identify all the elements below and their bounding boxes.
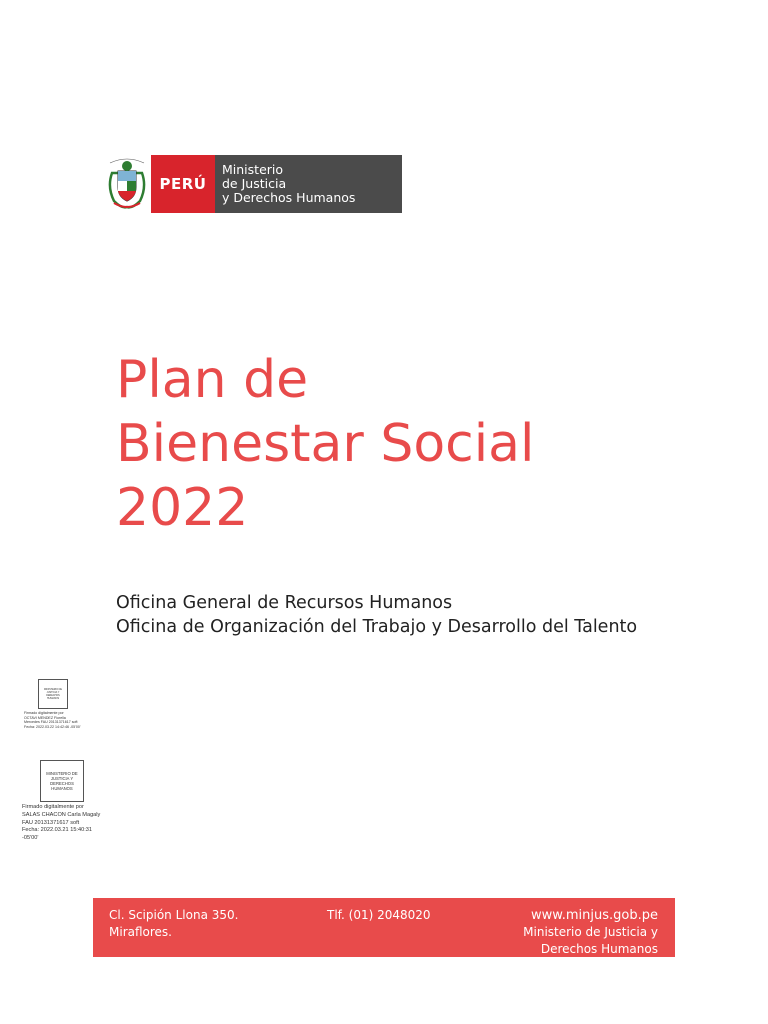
coat-of-arms-icon [104,157,150,211]
title-line: Plan de [116,350,309,410]
signature-line: -05'00' [22,835,39,842]
subtitle-line: Oficina de Organización del Trabajo y Desarrollo del Talento [116,616,638,637]
signature-text [22,804,122,843]
signature-line: SALAS CHACON Carla Magaly [22,811,101,818]
signature-line: Firmado digitalmente por [22,804,84,810]
ministry-logo [104,155,402,213]
document-subtitle [116,592,676,639]
stamp-line: DERECHOS [50,781,74,786]
footer-bar [93,898,675,957]
website-org-line: Derechos Humanos [540,942,658,956]
signature-line: FAU 20131371617 soft [22,819,80,826]
ministry-line: y Derechos Humanos [222,190,356,205]
ministry-line: de Justicia [222,176,287,191]
title-line: 2022 [116,478,249,538]
signature-stamp-icon: MINISTERIO DE JUSTICIA Y DERECHOS HUMANOS [38,679,68,709]
footer-address [109,907,238,941]
stamp-line: MINISTERIO DE [46,771,78,776]
website-link[interactable]: www.minjus.gob.pe [531,908,658,923]
ministry-name [215,155,402,213]
address-line: Miraflores. [109,925,172,939]
subtitle-line: Oficina General de Recursos Humanos [116,593,453,613]
digital-signature-1 [24,679,94,729]
footer-phone: Tlf. (01) 2048020 [327,908,431,922]
signature-stamp-icon [40,760,84,802]
ministry-line: Ministerio [222,162,284,177]
signature-line: Fecha: 2022.03.21 15:40:31 [22,827,92,834]
digital-signature-2 [22,760,122,843]
title-line: Bienestar Social [116,414,535,474]
stamp-line: HUMANOS [51,786,73,791]
stamp-line: JUSTICIA Y [50,776,74,781]
footer-website [523,907,658,958]
country-label: PERÚ [151,155,215,213]
document-title [116,348,535,540]
signature-text: Firmado digitalmente por OCTAVI MENDEZ Fiorella Mercedes FAU 20131371617 soft Fecha: 2022.03.22 14:42:46 -05'00' [24,711,81,729]
website-org-line: Ministerio de Justicia y [523,925,658,939]
address-line: Cl. Scipión Llona 350. [109,908,239,922]
